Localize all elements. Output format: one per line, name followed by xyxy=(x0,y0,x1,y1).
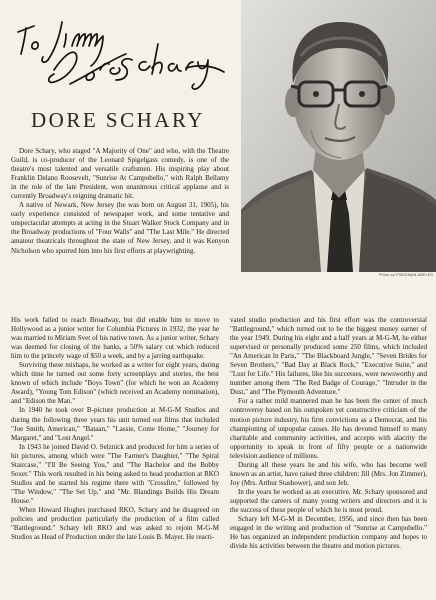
paragraph: A native of Newark, New Jersey (he was born on August 31, 1905), his early experience consisted of newspaper work, and some tentative and unspectacular attempts at acting in the Stuart Walker Stock Company and in the Broadway productions of "Four Walls" and "The Last Mile." He directed amateur theatricals throughout the state of New Jersey, and it was Kenyon Nicholson who spurred him into his first efforts at playwrighting. xyxy=(11,201,229,255)
paragraph: In 1940 he took over B-picture production at M-G-M Studios and during the following three years his unit turned out films that included "Joe Smith, American," "Bataan," "Lassie, Come Home," "Journey for Margaret," and "Lost Angel." xyxy=(11,406,219,442)
paragraph: When Howard Hughes purchased RKO, Schary and he disagreed on policies and production particularly the production of a film called "Battleground." Schary left RKO and was asked to rejoin M-G-M Studios as Head of Production under the late Louis B. Mayer. He reacti- xyxy=(11,505,219,542)
photo-credit: Photo by FRIEDMAN-ABELES xyxy=(379,273,433,277)
right-column xyxy=(230,316,427,551)
portrait-photo xyxy=(241,0,436,272)
paragraph: In 1943 he joined David O. Selznick and produced for him a series of hit pictures, among which were "The Farmer's Daughter," "The Spiral Staircase," "I'll Be Seeing You," and "The Bachelor and the Bobby Soxer." This work resulted in his being asked to head production at RKO Studios and he started his regime there with "Crossfire," followed by "The Window," "The Set Up," and "Mr. Blandings Builds His Dream House." xyxy=(11,442,219,505)
paragraph: Schary left M-G-M in December, 1956, and since then has been engaged in the writing and production of "Sunrise at Campobello." He has organized an independent production company and hopes to divide his activities between the theatre and motion pictures. xyxy=(230,515,427,551)
paragraph: Dore Schary, who staged "A Majority of One" and who, with the Theatre Guild, is co-producer of the Leonard Spigelgass comedy, is one of the theatre's most talented and versatile craftsmen. His inspiring play about Franklin Delano Roosevelt, "Sunrise At Campobello," with Ralph Bellamy in the role of the late President, won unanimous critical applause and is currently Broadway's reigning dramatic hit. xyxy=(11,147,229,201)
intro-text xyxy=(11,147,229,256)
paragraph: His work failed to reach Broadway, but did enable him to move to Hollywood as a junior writer for Columbia Pictures in 1932, the year he was married to Miriam Svet of his native town. As a junior writer, Schary was deemed for closing of the banks, a 50% salary cut which reduced him to the princely wage of $50 a week, and by a jarring earthquake. xyxy=(11,316,219,361)
paragraph: Surviving these mishaps, he worked as a writer for eight years, during which time he turned out some forty screenplays and stories, the best known of which include "Boys Town" (for which he won an Academy Award), "Young Tom Edison" (which received an Academy nomination), and "Edison the Man." xyxy=(11,361,219,406)
autograph-signature xyxy=(10,8,232,98)
paragraph: During all these years he and his wife, who has become well known as an artist, have raised three children: Jill (Mrs. Jon Zimmer), Joy (Mrs. Arthur Stashower), and son Jeb. xyxy=(230,460,427,487)
left-column xyxy=(11,316,219,542)
paragraph: vated studio production and his first effort was the controversial "Battleground," which turned out to be the biggest money earner of the year 1949. During his eight and a half years at M-G-M, he either supervised or personally produced some 250 films, which included "An American In Paris," "The Blackboard Jungle," "Seven Brides for Seven Brothers," "Bad Day at Black Rock," "Executive Suite," and "Lust for Life." His failures, like his successes, were newsworthy and number among them "The Red Badge of Courage," "Intruder in the Dust," and "The Plymouth Adventure." xyxy=(230,316,427,397)
paragraph: For a rather mild mannered man he has been the center of much controversy based on his outspoken yet constructive criticism of the motion picture industry, his firm convictions as a Democrat, and his championing of unpopular causes. He has devoted himself to many charitable and community activities, and accepts with alacrity the opportunity to speak in front of fifty people or a nationwide television audience of millions. xyxy=(230,397,427,460)
paragraph: In the years he worked as an executive, Mr. Schary sponsored and supported the careers of many young writers and directors and it is the success of these people of which he is most proud. xyxy=(230,487,427,514)
page-title: DORE SCHARY xyxy=(31,108,205,132)
